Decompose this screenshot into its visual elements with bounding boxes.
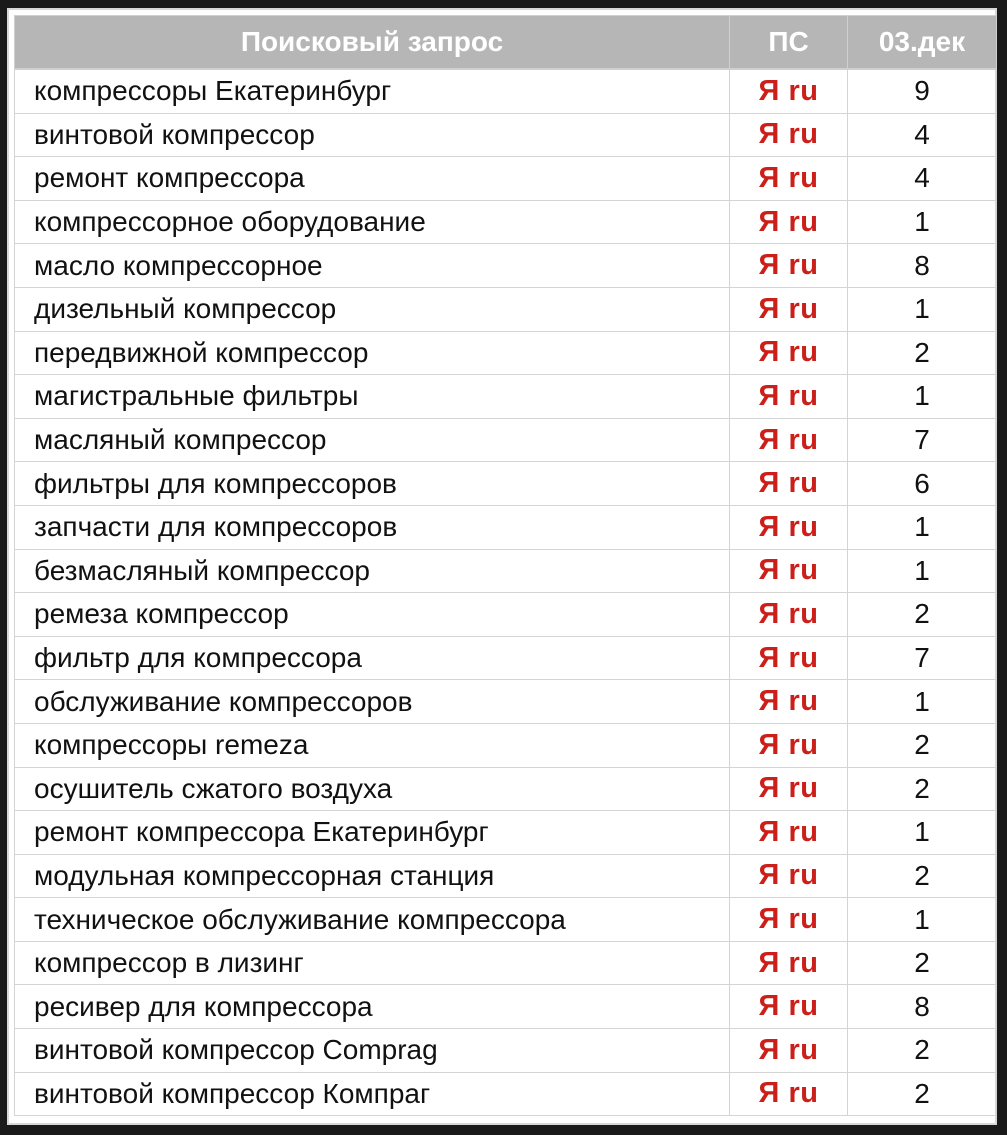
position-cell: 8 [848, 244, 997, 288]
search-engine-cell [730, 157, 848, 201]
search-engine-cell [730, 113, 848, 157]
table-row [15, 636, 997, 680]
search-engine-cell [730, 767, 848, 811]
table-row [15, 113, 997, 157]
table-row [15, 723, 997, 767]
query-cell: винтовой компрессор Comprag [15, 1029, 730, 1073]
yandex-engine-label: Я ru [758, 510, 819, 543]
position-cell: 2 [848, 767, 997, 811]
position-cell: 2 [848, 723, 997, 767]
keyword-ranking-table [14, 15, 997, 1116]
query-cell: обслуживание компрессоров [15, 680, 730, 724]
table-body [15, 69, 997, 1116]
search-engine-cell [730, 69, 848, 113]
position-cell: 6 [848, 462, 997, 506]
yandex-engine-label: Я ru [758, 379, 819, 412]
table-row [15, 593, 997, 637]
query-cell: дизельный компрессор [15, 287, 730, 331]
table-row [15, 462, 997, 506]
position-cell: 2 [848, 1029, 997, 1073]
position-cell: 1 [848, 811, 997, 855]
yandex-engine-label: Я ru [758, 118, 819, 151]
table-row [15, 418, 997, 462]
table-row [15, 505, 997, 549]
position-cell: 2 [848, 941, 997, 985]
search-engine-cell [730, 593, 848, 637]
search-engine-cell [730, 375, 848, 419]
query-cell: ремеза компрессор [15, 593, 730, 637]
query-cell: масло компрессорное [15, 244, 730, 288]
table-row [15, 811, 997, 855]
table-row [15, 1029, 997, 1073]
position-cell: 2 [848, 1072, 997, 1116]
yandex-engine-label: Я ru [758, 685, 819, 718]
yandex-engine-label: Я ru [758, 205, 819, 238]
yandex-engine-label: Я ru [758, 815, 819, 848]
table-row [15, 375, 997, 419]
query-cell: масляный компрессор [15, 418, 730, 462]
table-row [15, 157, 997, 201]
position-cell: 1 [848, 549, 997, 593]
table-row [15, 941, 997, 985]
table-row [15, 69, 997, 113]
query-cell: фильтры для компрессоров [15, 462, 730, 506]
yandex-engine-label: Я ru [758, 903, 819, 936]
query-cell: винтовой компрессор Компраг [15, 1072, 730, 1116]
search-engine-cell [730, 549, 848, 593]
table-row [15, 200, 997, 244]
search-engine-cell [730, 331, 848, 375]
yandex-engine-label: Я ru [758, 423, 819, 456]
table-row [15, 898, 997, 942]
search-engine-cell [730, 200, 848, 244]
position-cell: 4 [848, 113, 997, 157]
position-cell: 1 [848, 898, 997, 942]
table-row [15, 985, 997, 1029]
position-cell: 1 [848, 200, 997, 244]
yandex-engine-label: Я ru [758, 292, 819, 325]
yandex-engine-label: Я ru [758, 1033, 819, 1066]
search-engine-cell [730, 941, 848, 985]
search-engine-cell [730, 898, 848, 942]
query-cell: компрессоры remeza [15, 723, 730, 767]
query-cell: ресивер для компрессора [15, 985, 730, 1029]
position-cell: 1 [848, 287, 997, 331]
table-row [15, 244, 997, 288]
table-row [15, 854, 997, 898]
query-cell: компрессоры Екатеринбург [15, 69, 730, 113]
search-engine-cell [730, 723, 848, 767]
header-query: Поисковый запрос [15, 16, 730, 70]
search-engine-cell [730, 811, 848, 855]
table-row [15, 331, 997, 375]
yandex-engine-label: Я ru [758, 74, 819, 107]
yandex-engine-label: Я ru [758, 249, 819, 282]
query-cell: винтовой компрессор [15, 113, 730, 157]
table-row [15, 767, 997, 811]
position-cell: 9 [848, 69, 997, 113]
yandex-engine-label: Я ru [758, 641, 819, 674]
query-cell: безмасляный компрессор [15, 549, 730, 593]
position-cell: 1 [848, 505, 997, 549]
search-engine-cell [730, 985, 848, 1029]
header-search-engine: ПС [730, 16, 848, 70]
position-cell: 7 [848, 636, 997, 680]
yandex-engine-label: Я ru [758, 467, 819, 500]
search-engine-cell [730, 636, 848, 680]
search-engine-cell [730, 418, 848, 462]
query-cell: компрессор в лизинг [15, 941, 730, 985]
query-cell: фильтр для компрессора [15, 636, 730, 680]
yandex-engine-label: Я ru [758, 336, 819, 369]
query-cell: запчасти для компрессоров [15, 505, 730, 549]
search-engine-cell [730, 680, 848, 724]
search-engine-cell [730, 1029, 848, 1073]
position-cell: 1 [848, 375, 997, 419]
header-date: 03.дек [848, 16, 997, 70]
table-header-row [15, 16, 997, 70]
query-cell: магистральные фильтры [15, 375, 730, 419]
yandex-engine-label: Я ru [758, 554, 819, 587]
position-cell: 1 [848, 680, 997, 724]
search-engine-cell [730, 854, 848, 898]
position-cell: 2 [848, 331, 997, 375]
search-engine-cell [730, 244, 848, 288]
query-cell: компрессорное оборудование [15, 200, 730, 244]
search-engine-cell [730, 287, 848, 331]
query-cell: ремонт компрессора [15, 157, 730, 201]
yandex-engine-label: Я ru [758, 772, 819, 805]
position-cell: 7 [848, 418, 997, 462]
yandex-engine-label: Я ru [758, 161, 819, 194]
table-row [15, 549, 997, 593]
query-cell: ремонт компрессора Екатеринбург [15, 811, 730, 855]
query-cell: передвижной компрессор [15, 331, 730, 375]
position-cell: 2 [848, 854, 997, 898]
query-cell: осушитель сжатого воздуха [15, 767, 730, 811]
yandex-engine-label: Я ru [758, 859, 819, 892]
yandex-engine-label: Я ru [758, 946, 819, 979]
search-engine-cell [730, 1072, 848, 1116]
table-row [15, 287, 997, 331]
yandex-engine-label: Я ru [758, 597, 819, 630]
yandex-engine-label: Я ru [758, 1077, 819, 1110]
search-engine-cell [730, 462, 848, 506]
position-cell: 4 [848, 157, 997, 201]
position-cell: 8 [848, 985, 997, 1029]
table-row [15, 1072, 997, 1116]
position-cell: 2 [848, 593, 997, 637]
yandex-engine-label: Я ru [758, 990, 819, 1023]
query-cell: модульная компрессорная станция [15, 854, 730, 898]
search-engine-cell [730, 505, 848, 549]
table-row [15, 680, 997, 724]
query-cell: техническое обслуживание компрессора [15, 898, 730, 942]
yandex-engine-label: Я ru [758, 728, 819, 761]
